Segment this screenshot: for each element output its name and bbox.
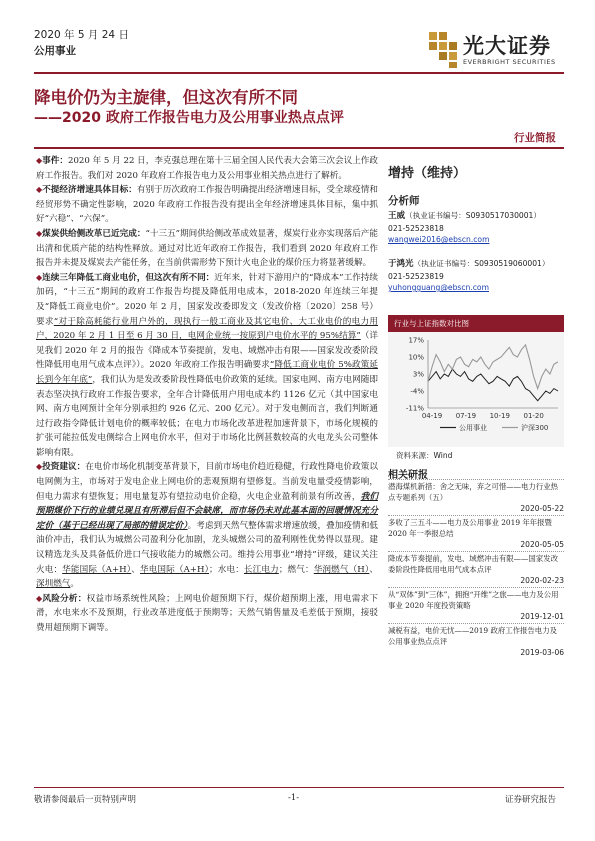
bullet-icon: ◆ bbox=[36, 185, 43, 195]
related-report-title: 多收了三五斗——电力及公用事业 2019 年年报暨 2020 年一季报总结 bbox=[388, 518, 552, 538]
x-tick-label: 04-19 bbox=[421, 412, 443, 420]
related-report-item[interactable] bbox=[388, 481, 564, 514]
report-title: 降电价仍为主旋律，但这次有所不同 bbox=[34, 88, 298, 107]
header-rule bbox=[34, 72, 564, 74]
stock-link[interactable]: 华电国际（A+H） bbox=[139, 564, 210, 575]
series-line-1 bbox=[428, 345, 558, 389]
divider bbox=[388, 551, 564, 552]
y-tick-label: 3% bbox=[412, 370, 424, 379]
stock-link[interactable]: 长江电力 bbox=[243, 564, 279, 575]
footer-label: 证券研究报告 bbox=[505, 795, 557, 805]
analyst-email[interactable]: yuhongguang@ebscn.com bbox=[388, 283, 489, 292]
analyst-name: 王威 bbox=[388, 211, 406, 221]
related-reports-heading: 相关研报 bbox=[388, 470, 428, 481]
legend-label: 公用事业 bbox=[459, 424, 487, 432]
x-tick-label: 10-19 bbox=[489, 412, 510, 420]
stock-link[interactable]: 深圳燃气 bbox=[36, 579, 71, 590]
analyst-name: 于鸿光 bbox=[388, 259, 414, 269]
sector-label: 公用事业 bbox=[34, 45, 76, 57]
related-report-date: 2019-03-06 bbox=[520, 648, 564, 657]
x-tick-label: 07-19 bbox=[455, 412, 477, 420]
report-type: 行业简报 bbox=[514, 132, 556, 144]
y-tick-label: -11% bbox=[405, 404, 424, 413]
y-tick-label: 10% bbox=[408, 353, 424, 362]
divider bbox=[388, 515, 564, 516]
bullet-icon: ◆ bbox=[36, 593, 43, 603]
bullet-icon: ◆ bbox=[36, 156, 43, 165]
analyst-card bbox=[388, 258, 550, 294]
related-report-date: 2020-05-05 bbox=[520, 540, 564, 549]
related-report-item[interactable] bbox=[388, 517, 564, 550]
analyst-phone: 021-52523819 bbox=[388, 271, 444, 281]
related-report-item[interactable] bbox=[388, 625, 564, 658]
footer-disclaimer: 敬请参阅最后一页特别声明 bbox=[34, 795, 137, 805]
analyst-email[interactable]: wangwei2016@ebscn.com bbox=[388, 235, 490, 244]
paragraph-investment: ◆投资建议：在电价市场化机制变革背景下，目前市场电价趋近稳健，行政性降电价政策以电网侧为主，市场对于发电企业上网电价的悲观预期有望修复。当前发电量受疫情影响，但电力需求有望恢复；用电量复苏有望拉动电价企稳，火电企业盈利前景有所改善，我们预期煤价下行的业绩兑现且有所滞后但不会缺席，而市场仍未对此基本面的回暖情况充分定价（基于已经出现了局部的错误定价）。考虑到天然气整体需求增速放缓，叠加疫情和低油价冲击，我们认为城燃公司盈利分化加剧，龙头城燃公司的盈利刚性优势得以显现。建议精选龙头及具备低价进口气接收能力的城燃公司。维持公用事业“增持”评级，建议关注火电：华能国际（A+H）、华电国际（A+H）；水电：长江电力；燃气：华润燃气（H）、深圳燃气。 bbox=[36, 462, 378, 590]
paragraph-coal-reform: ◆煤炭供给侧改革已近完成：“十三五”期间供给侧改革成效显著，煤炭行业亦实现落后产能出清和优质产能的结构性释放。通过对比近年政府工作报告，我们看到 2020 年政府工作报告并未提及煤炭去产能任务，在当前供需形势下预计火电企业的煤价压力将显著缓解。 bbox=[36, 228, 378, 269]
x-tick-label: 01-20 bbox=[523, 412, 544, 420]
paragraph-growth-target: ◆不提经济增速具体目标：有别于历次政府工作报告明确提出经济增速目标，受全球疫情和经贸形势不确定性影响，2020 年政府工作报告没有提出全年经济增速具体目标，集中抓好“六稳”、“六保”。 bbox=[36, 185, 378, 225]
y-tick-label: 17% bbox=[408, 336, 424, 345]
paragraph-risk: ◆风险分析：权益市场系统性风险；上网电价超预期下行，煤价超预期上涨，用电需求下滑，水电来水不及预期，行业改革进度低于预期等；天然气销售量及毛差低于预期，接驳费用超预期下调等。 bbox=[36, 593, 378, 633]
logo-text-cn: 光大证券 bbox=[463, 34, 551, 58]
divider bbox=[388, 587, 564, 588]
chart-source: 资料来源：Wind bbox=[396, 451, 453, 460]
related-report-title: 降成本节奏提前，发电、域燃冲击有限——国家发改委阶段性降低用电用气成本点评 bbox=[388, 554, 558, 574]
line-chart bbox=[388, 334, 564, 446]
logo-mark-icon bbox=[427, 30, 459, 70]
related-report-title: 从“双体”到“三体”，拥抱“开维”之旅——电力及公用事业 2020 年度投资策略 bbox=[388, 590, 559, 610]
analyst-phone: 021-52523818 bbox=[388, 223, 444, 233]
analyst-heading: 分析师 bbox=[388, 195, 420, 207]
paragraph-tariff-cut: ◆连续三年降低工商业电价，但这次有所不同：近年来，针对下游用户的“降成本”工作持续加码，“十三五”期间的政府工作报告均提及降低用电成本，2018-2020 年连续三年提及“降低工商业电价”。2020 年 2 月，国家发改委即发文（发改价格〔2020〕258 号）要求“对于除高耗能行业用户外的，现执行一般工商业及其它电价、大工业电价的电力用户，2020 年 2 月 1 日至 6 月 30 日，电网企业统一按原到户电价水平的 95%结算”（详见我们 2020 年 2 月的报告《降成本节奏提前，发电、域燃冲击有限——国家发改委阶段性降低用电用气成本点评》）。2020 年政府工作报告明确要求“降低工商业电价 5%政策延长到今年年底”，我们认为是发改委阶段性降低电价政策的延续。国家电网、南方电网随即表态坚决执行政府工作报告要求，全年合计降低用户用电成本约 1126 亿元（其中国家电网、南方电网预计全年分别承担约 926 亿元、200 亿元）。对于发电侧而言，我们判断通过行政指令降低计划电价的概率较低；在电力市场化改革进程加速背景下，市场化规模的扩张可能拉低发电侧综合上网电价水平，但对于市场化比例甚数较高的火电龙头公司整体影响有限。 bbox=[36, 272, 378, 458]
bullet-icon: ◆ bbox=[36, 272, 43, 282]
analyst-card bbox=[388, 210, 541, 246]
page-number: -1- bbox=[288, 793, 300, 803]
report-subtitle: ——2020 政府工作报告电力及公用事业热点点评 bbox=[34, 110, 344, 126]
footer-rule bbox=[34, 787, 564, 788]
related-report-item[interactable] bbox=[388, 553, 564, 586]
chart-title: 行业与上证指数对比图 bbox=[388, 315, 564, 332]
company-logo bbox=[427, 28, 577, 74]
analyst-cert: （执业证书编号：S0930517030001） bbox=[405, 211, 541, 220]
y-tick-label: -4% bbox=[410, 387, 424, 396]
bullet-icon: ◆ bbox=[36, 228, 43, 238]
stock-link[interactable]: 华润燃气（H） bbox=[313, 564, 370, 575]
logo-text-en: EVERBRIGHT SECURITIES bbox=[463, 58, 556, 66]
bullet-icon: ◆ bbox=[36, 462, 43, 472]
title-rule bbox=[34, 147, 564, 149]
related-report-title: 减税有益，电价无忧——2019 政府工作报告电力及公用事业热点点评 bbox=[388, 626, 557, 646]
paragraph-event: ◆事件：2020 年 5 月 22 日，李克强总理在第十三届全国人民代表大会第三次会议上作政府工作报告。我们对 2020 年政府工作报告电力及公用事业相关热点进行了解析。 bbox=[36, 156, 378, 181]
related-report-date: 2020-05-22 bbox=[520, 504, 564, 513]
related-report-date: 2019-12-01 bbox=[520, 612, 564, 621]
report-date: 2020 年 5 月 24 日 bbox=[34, 29, 129, 41]
related-report-item[interactable] bbox=[388, 589, 564, 622]
stock-link[interactable]: 华能国际（A+H） bbox=[62, 564, 132, 575]
divider bbox=[388, 623, 564, 624]
rating: 增持（维持） bbox=[388, 166, 467, 181]
main-body bbox=[36, 154, 378, 636]
related-report-date: 2020-02-23 bbox=[520, 576, 564, 585]
divider bbox=[388, 479, 564, 480]
analyst-cert: （执业证书编号：S0930519060001） bbox=[413, 259, 550, 268]
related-report-title: 潜海煤机新措：舍之无味，弃之可惜——电力行业热点专题系列（五） bbox=[388, 482, 558, 502]
legend-label: 沪深300 bbox=[521, 424, 549, 432]
